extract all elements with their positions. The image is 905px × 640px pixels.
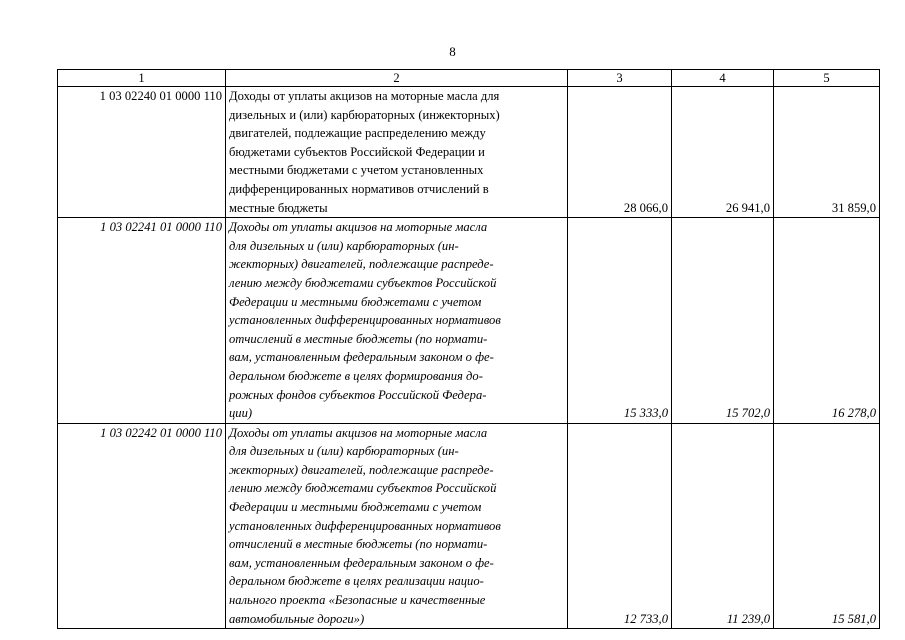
row-name-line: деральном бюджете в целях формирования до- — [229, 368, 483, 383]
row-name-line: для дизельных и (или) карбюраторных (ин- — [229, 444, 459, 459]
row-value-col5: 15 581,0 — [774, 423, 880, 629]
table-row — [58, 87, 880, 218]
row-code: 1 03 02240 01 0000 110 — [58, 87, 226, 218]
row-name-line: вам, установленным федеральным законом о фе- — [229, 555, 494, 570]
table-header — [58, 70, 880, 87]
row-value-col5: 31 859,0 — [774, 87, 880, 218]
row-name-line: ции) — [229, 406, 253, 421]
column-header-1: 1 — [58, 70, 226, 87]
header-row — [58, 70, 880, 87]
page-number: 8 — [449, 44, 456, 59]
row-name-line: лению между бюджетами субъектов Российской — [229, 275, 497, 290]
column-header-4: 4 — [672, 70, 774, 87]
row-name-line: отчислений в местные бюджеты (по нормати- — [229, 537, 488, 552]
row-name-line: автомобильные дороги») — [229, 611, 365, 626]
row-name-line: Федерации и местными бюджетами с учетом — [229, 294, 482, 309]
row-name-line: нального проекта «Безопасные и качественные — [229, 593, 486, 608]
column-header-2: 2 — [226, 70, 568, 87]
row-name-line: жекторных) двигателей, подлежащие распреде- — [229, 257, 494, 272]
row-name-line: вам, установленным федеральным законом о фе- — [229, 350, 494, 365]
row-name-line: лению между бюджетами субъектов Российской — [229, 481, 497, 496]
row-name-line: дизельных и (или) карбюраторных (инжекторных) — [229, 107, 500, 122]
row-name-line: установленных дифференцированных нормативов — [229, 313, 501, 328]
row-code: 1 03 02241 01 0000 110 — [58, 218, 226, 424]
row-value-col4: 26 941,0 — [672, 87, 774, 218]
budget-table — [57, 69, 880, 629]
row-name-line: местными бюджетами с учетом установленных — [229, 163, 484, 178]
row-name-line: для дизельных и (или) карбюраторных (ин- — [229, 238, 459, 253]
table-row — [58, 218, 880, 424]
row-name-line: деральном бюджете в целях реализации нацио- — [229, 574, 484, 589]
row-value-col5: 16 278,0 — [774, 218, 880, 424]
row-code: 1 03 02242 01 0000 110 — [58, 423, 226, 629]
row-name-line: Федерации и местными бюджетами с учетом — [229, 500, 482, 515]
row-name-line: местные бюджеты — [229, 200, 328, 215]
column-header-5: 5 — [774, 70, 880, 87]
row-name-line: Доходы от уплаты акцизов на моторные масла — [229, 425, 488, 440]
row-name — [226, 218, 568, 424]
row-name-line: рожных фондов субъектов Российской Федера- — [229, 387, 487, 402]
row-name-line: бюджетами субъектов Российской Федерации и — [229, 144, 485, 159]
row-name-line: двигателей, подлежащие распределению между — [229, 126, 486, 141]
table-row — [58, 423, 880, 629]
row-value-col3: 12 733,0 — [568, 423, 672, 629]
table-body — [58, 87, 880, 629]
row-value-col3: 28 066,0 — [568, 87, 672, 218]
row-value-col3: 15 333,0 — [568, 218, 672, 424]
row-name-line: отчислений в местные бюджеты (по нормати- — [229, 331, 488, 346]
row-name-line: Доходы от уплаты акцизов на моторные масла — [229, 220, 488, 235]
row-name-line: Доходы от уплаты акцизов на моторные масла для — [229, 89, 500, 103]
row-value-col4: 11 239,0 — [672, 423, 774, 629]
row-name-line: дифференцированных нормативов отчислений в — [229, 181, 489, 196]
row-name — [226, 87, 568, 218]
row-name-line: жекторных) двигателей, подлежащие распреде- — [229, 462, 494, 477]
row-name-line: установленных дифференцированных нормативов — [229, 518, 501, 533]
row-value-col4: 15 702,0 — [672, 218, 774, 424]
row-name — [226, 423, 568, 629]
column-header-3: 3 — [568, 70, 672, 87]
